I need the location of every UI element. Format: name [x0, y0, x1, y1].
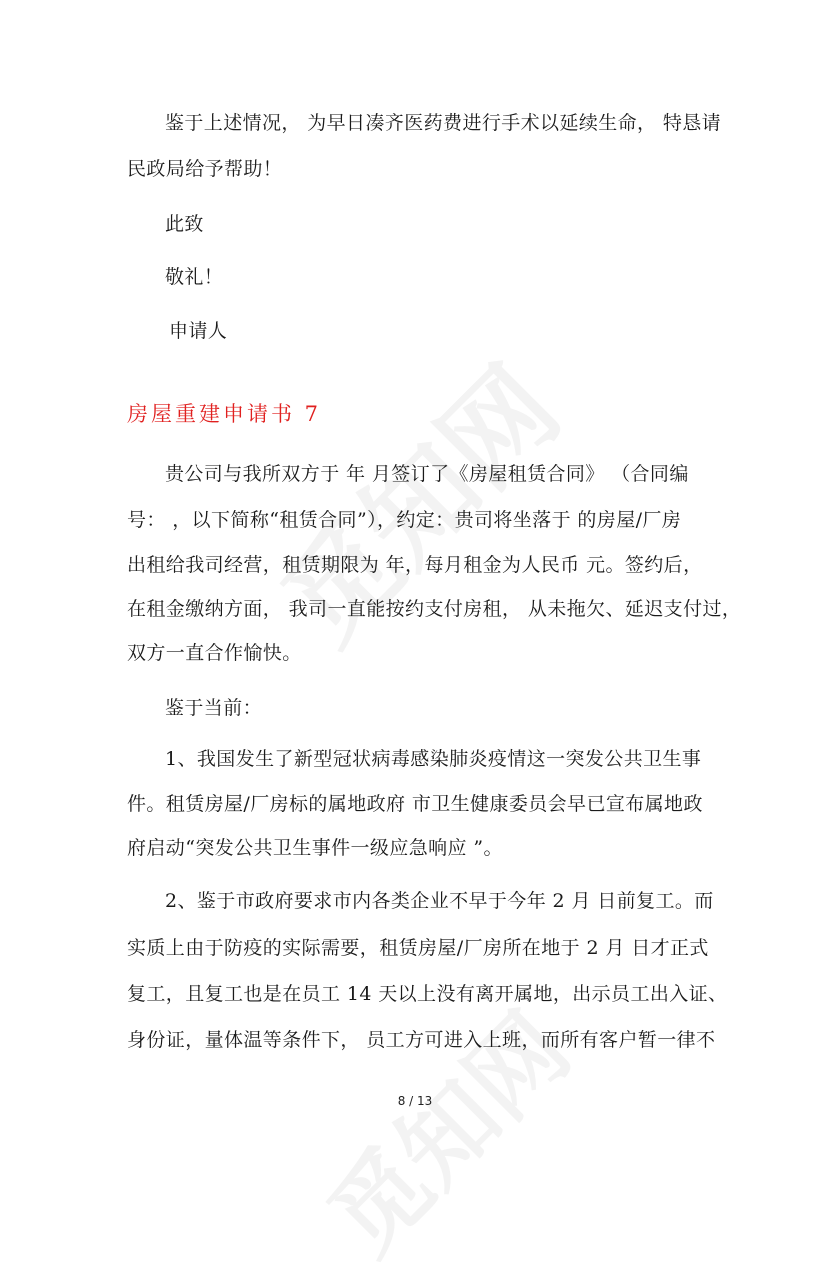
watermark-bottom: [294, 978, 595, 1279]
paragraph-line: 鉴于上述情况， 为早日凑齐医药费进行手术以延续生命， 特恳请: [165, 112, 722, 134]
paragraph-line: 实质上由于防疫的实际需要，租赁房屋/厂房所在地于 2 月 日才正式: [127, 937, 709, 959]
page-number: 8 / 13: [397, 1094, 433, 1108]
paragraph-line: 件。租赁房屋/厂房标的属地政府 市卫生健康委员会早已宣布属地政: [127, 793, 703, 815]
closing-jingli: 敬礼！: [165, 266, 224, 288]
paragraph-line: 双方一直合作愉快。: [127, 642, 302, 664]
paragraph-line: 出租给我司经营，租赁期限为 年，每月租金为人民币 元。签约后，: [127, 554, 703, 576]
section-title: 房屋重建申请书 7: [127, 402, 322, 426]
paragraph-line: 身份证，量体温等条件下， 员工方可进入上班，而所有客户暂一律不: [127, 1029, 716, 1051]
paragraph-line: 号： ，以下简称“租赁合同”），约定：贵司将坐落于 的房屋/厂房: [127, 509, 682, 531]
paragraph-line: 贵公司与我所双方于 年 月签订了《房屋租赁合同》 （合同编: [165, 463, 689, 485]
paragraph-line: 1、我国发生了新型冠状病毒感染肺炎疫情这一突发公共卫生事: [165, 748, 702, 770]
paragraph-line: 复工，且复工也是在员工 14 天以上没有离开属地，出示员工出入证、: [127, 983, 728, 1005]
closing-cizhi: 此致: [165, 213, 204, 235]
paragraph-line: 民政局给予帮助！: [127, 158, 283, 180]
paragraph-line: 鉴于当前：: [165, 697, 263, 719]
applicant-label: 申请人: [169, 320, 228, 342]
paragraph-line: 府启动“突发公共卫生事件一级应急响应 ”。: [127, 837, 503, 859]
paragraph-line: 在租金缴纳方面， 我司一直能按约支付房租， 从未拖欠、延迟支付过，: [127, 598, 742, 620]
paragraph-line: 2、鉴于市政府要求市内各类企业不早于今年 2 月 日前复工。而: [165, 890, 714, 912]
